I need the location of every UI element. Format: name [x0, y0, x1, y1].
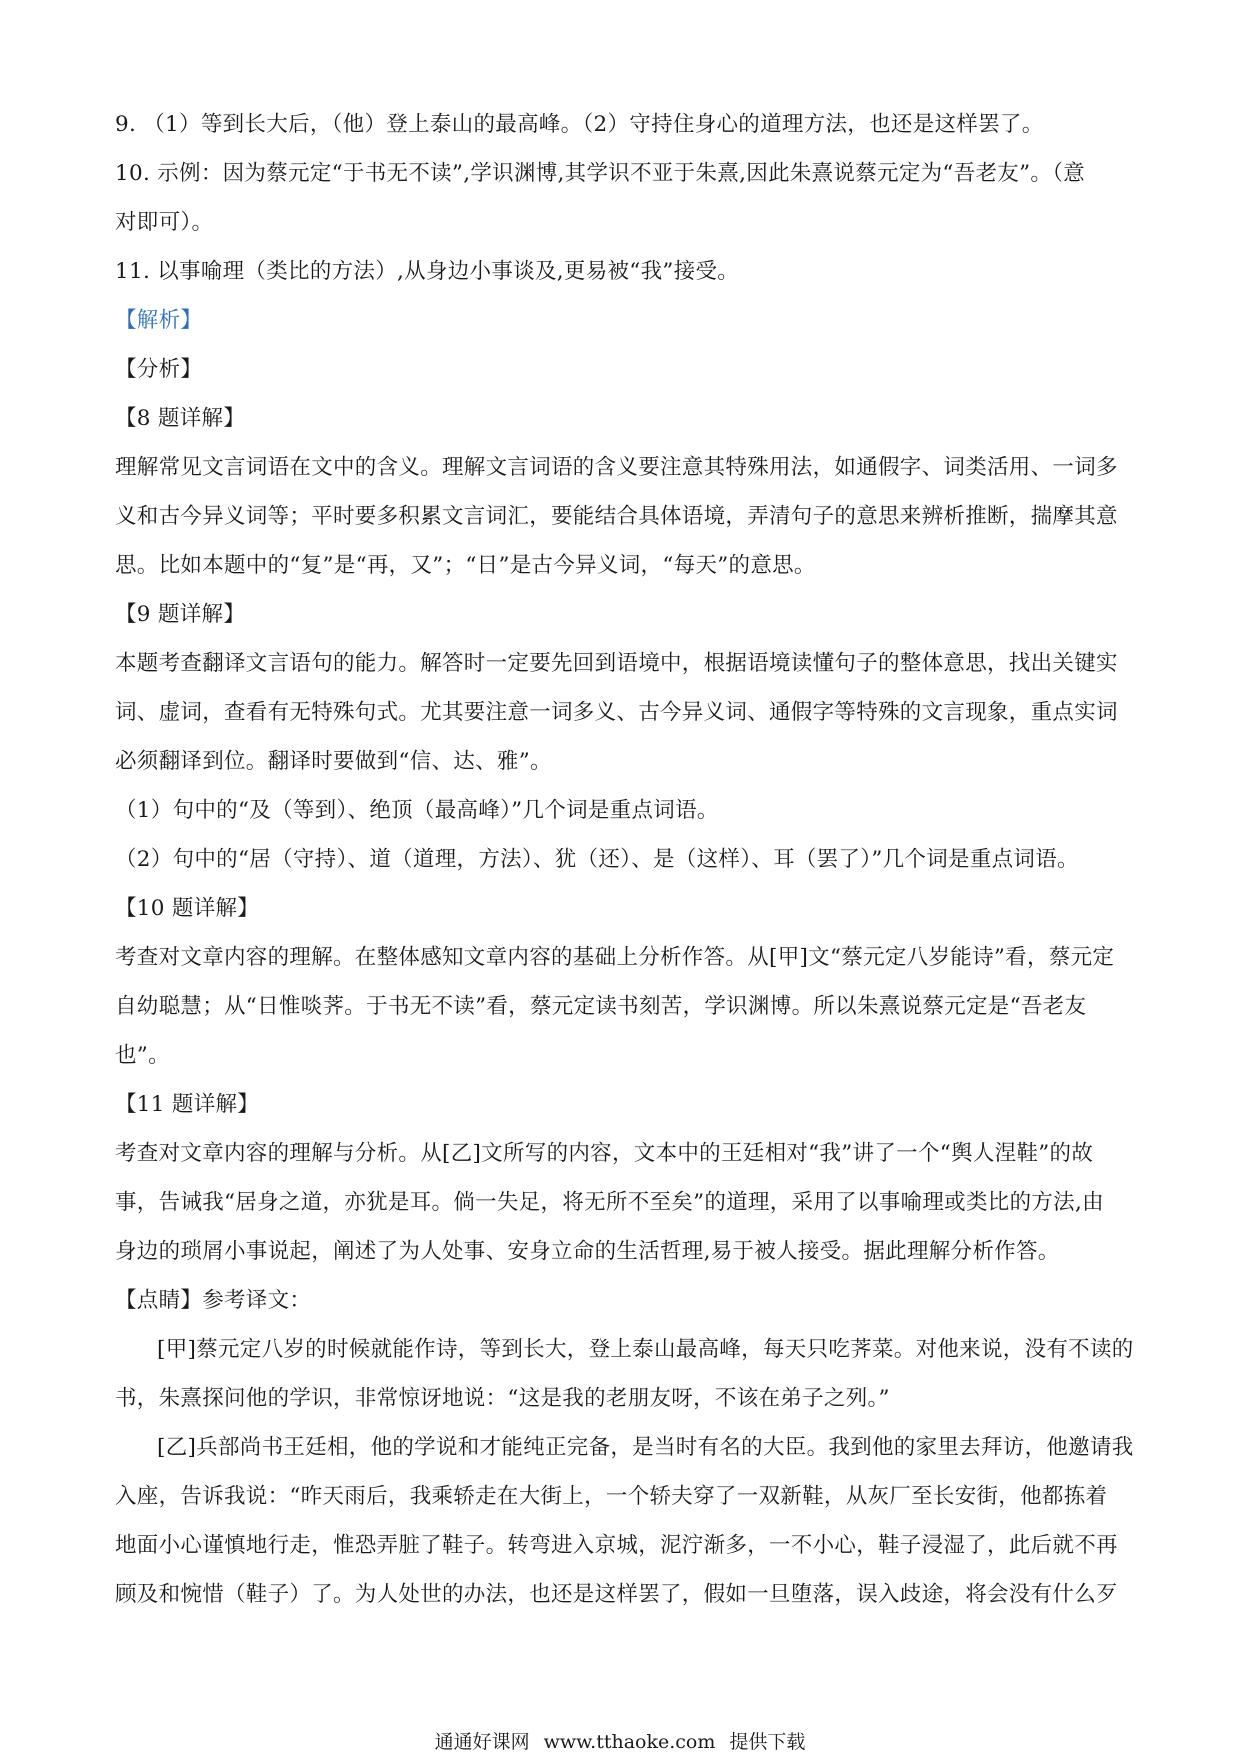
document-body — [115, 100, 1134, 1619]
answer-10-line-1: 10. 示例：因为蔡元定“于书无不读”,学识渊博,其学识不亚于朱熹,因此朱熹说蔡元定为“吾老友”。（意 — [115, 161, 1086, 186]
q9-point-1: （1）句中的“及（等到）、绝顶（最高峰）”几个词是重点词语。 — [115, 798, 719, 823]
answer-11: 11. 以事喻理（类比的方法）,从身边小事谈及,更易被“我”接受。 — [115, 259, 740, 284]
footer-url[interactable]: www.tthaoke.com — [543, 1731, 716, 1753]
fenxi-heading: 【分析】 — [115, 357, 203, 382]
q8-paragraph-line-1: 理解常见文言词语在文中的含义。理解文言词语的含义要注意其特殊用法，如通假字、词类活用、一词多 — [115, 455, 1118, 480]
q8-paragraph-line-3: 思。比如本题中的“复”是“再，又”；“日”是古今异义词，“每天”的意思。 — [115, 553, 816, 578]
q9-paragraph-line-2: 词、虚词，查看有无特殊句式。尤其要注意一词多义、古今异义词、通假字等特殊的文言现象，重点实词 — [115, 700, 1118, 725]
q9-heading: 【9 题详解】 — [115, 602, 246, 627]
q11-heading: 【11 题详解】 — [115, 1092, 260, 1117]
translation-jia-line-2: 书，朱熹探问他的学识，非常惊讶地说：“这是我的老朋友呀，不该在弟子之列。” — [115, 1386, 890, 1411]
q10-paragraph-line-3: 也”。 — [115, 1043, 170, 1068]
q11-paragraph-line-3: 身边的琐屑小事说起，阐述了为人处事、安身立命的生活哲理,易于被人接受。据此理解分析作答。 — [115, 1239, 1060, 1264]
q11-paragraph-line-1: 考查对文章内容的理解与分析。从[乙]文所写的内容，文本中的王廷相对“我”讲了一个“舆人涅鞋”的故 — [115, 1141, 1094, 1166]
q10-heading: 【10 题详解】 — [115, 896, 260, 921]
dianjing-heading: 【点睛】参考译文： — [115, 1288, 312, 1313]
translation-yi-line-1: [乙]兵部尚书王廷相，他的学说和才能纯正完备，是当时有名的大臣。我到他的家里去拜访，他邀请我 — [157, 1435, 1134, 1460]
footer-suffix: 提供下载 — [729, 1731, 806, 1753]
footer-site-name: 通通好课网 — [434, 1731, 530, 1753]
q10-paragraph-line-1: 考查对文章内容的理解。在整体感知文章内容的基础上分析作答。从[甲]文“蔡元定八岁能诗”看，蔡元定 — [115, 945, 1115, 970]
q8-paragraph-line-2: 义和古今异义词等；平时要多积累文言词汇，要能结合具体语境，弄清句子的意思来辨析推断，揣摩其意 — [115, 504, 1118, 529]
q8-heading: 【8 题详解】 — [115, 406, 246, 431]
q9-paragraph-line-3: 必须翻译到位。翻译时要做到“信、达、雅”。 — [115, 749, 552, 774]
q11-paragraph-line-2: 事，告诫我“居身之道，亦犹是耳。倘一失足，将无所不至矣”的道理，采用了以事喻理或类比的方法,由 — [115, 1190, 1104, 1215]
translation-yi-line-4: 顾及和惋惜（鞋子）了。为人处世的办法，也还是这样罢了，假如一旦堕落，误入歧途，将会没有什么歹 — [115, 1582, 1118, 1607]
translation-jia-line-1: [甲]蔡元定八岁的时候就能作诗，等到长大，登上泰山最高峰，每天只吃荠菜。对他来说，没有不读的 — [157, 1337, 1134, 1362]
q9-point-2: （2）句中的“居（守持）、道（道理，方法）、犹（还）、是（这样）、耳（罢了）”几个词是重点词语。 — [115, 847, 1079, 872]
jiexi-heading: 【解析】 — [115, 308, 203, 333]
q10-paragraph-line-2: 自幼聪慧；从“日惟啖荠。于书无不读”看，蔡元定读书刻苦，学识渊博。所以朱熹说蔡元定是“吾老友 — [115, 994, 1087, 1019]
answer-9: 9. （1）等到长大后，（他）登上泰山的最高峰。（2）守持住身心的道理方法，也还是这样罢了。 — [115, 112, 1044, 137]
translation-yi-line-2: 入座，告诉我说：“昨天雨后，我乘轿走在大街上，一个轿夫穿了一双新鞋，从灰厂至长安街，他都拣着 — [115, 1484, 1108, 1509]
q9-paragraph-line-1: 本题考查翻译文言语句的能力。解答时一定要先回到语境中，根据语境读懂句子的整体意思，找出关键实 — [115, 651, 1118, 676]
translation-yi-line-3: 地面小心谨慎地行走，惟恐弄脏了鞋子。转弯进入京城，泥泞渐多，一不小心，鞋子浸湿了，此后就不再 — [115, 1533, 1118, 1558]
page-footer — [0, 1727, 1240, 1754]
answer-10-line-2: 对即可）。 — [115, 210, 214, 235]
